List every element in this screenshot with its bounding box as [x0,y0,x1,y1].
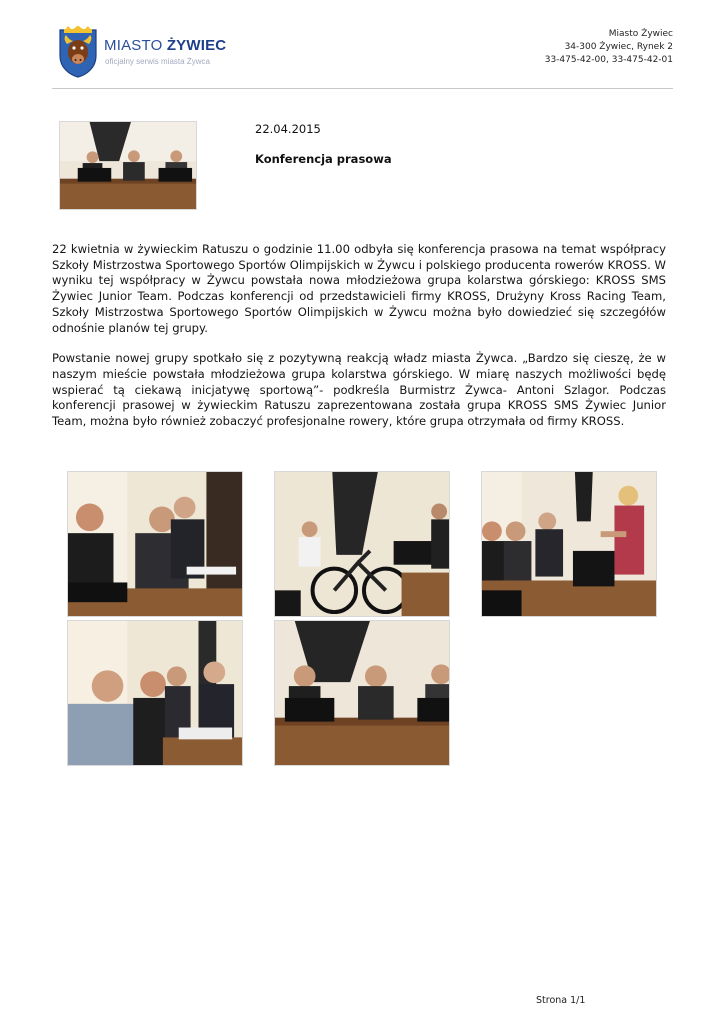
gallery-photo [481,471,657,617]
article-body [52,242,666,445]
gallery-photo [67,471,243,617]
coat-of-arms-icon [58,26,98,78]
page-number: Strona 1/1 [536,995,586,1006]
gallery-photo [274,471,450,617]
contact-address: 34-300 Żywiec, Rynek 2 [564,42,673,52]
site-logo[interactable] [58,26,238,80]
article-thumbnail [59,121,197,210]
article-date: 22.04.2015 [255,122,321,136]
brand-title [104,37,226,54]
contact-block [545,28,673,67]
brand-prefix: MIASTO [104,37,167,54]
header-divider [52,88,673,89]
brand-subtitle: oficjalny serwis miasta Żywca [105,57,210,66]
brand-name: ŻYWIEC [166,37,227,54]
contact-phones: 33-475-42-00, 33-475-42-01 [544,55,673,65]
article-title: Konferencja prasowa [255,152,392,166]
gallery-photo [274,620,450,766]
article-paragraph: Powstanie nowej grupy spotkało się z pozytywną reakcją władz miasta Żywca. „Bardzo się cieszę, że w naszym mieście powstała młodzieżowa grupa kolarstwa górskiego. W miarę naszych możliwości będę wspierać tą ciekawą inicjatywę sportową”- podkreśla Burmistrz Żywca- Antoni Szlagor. Podczas konferencji prasowej w żywieckim Ratuszu zaprezentowana została grupa KROSS SMS Żywiec Junior Team, można było również zobaczyć profesjonalne rowery, które grupa otrzymała od firmy KROSS. [52,351,666,429]
article-paragraph: 22 kwietnia w żywieckim Ratuszu o godzinie 11.00 odbyła się konferencja prasowa na temat współpracy Szkoły Mistrzostwa Sportowego Sportów Olimpijskich w Żywcu i polskiego producenta rowerów KROSS. W wyniku tej współpracy w Żywcu powstała nowa młodzieżowa grupa kolarstwa górskiego: KROSS SMS Żywiec Junior Team. Podczas konferencji od przedstawicieli firmy KROSS, Drużyny Kross Racing Team, Szkoły Mistrzostwa Sportowego Sportów Olimpijskich w Żywcu można było dowiedzieć się szczegółów odnośnie planów tej grupy. [52,242,666,335]
gallery-photo [67,620,243,766]
contact-city: Miasto Żywiec [608,29,673,39]
